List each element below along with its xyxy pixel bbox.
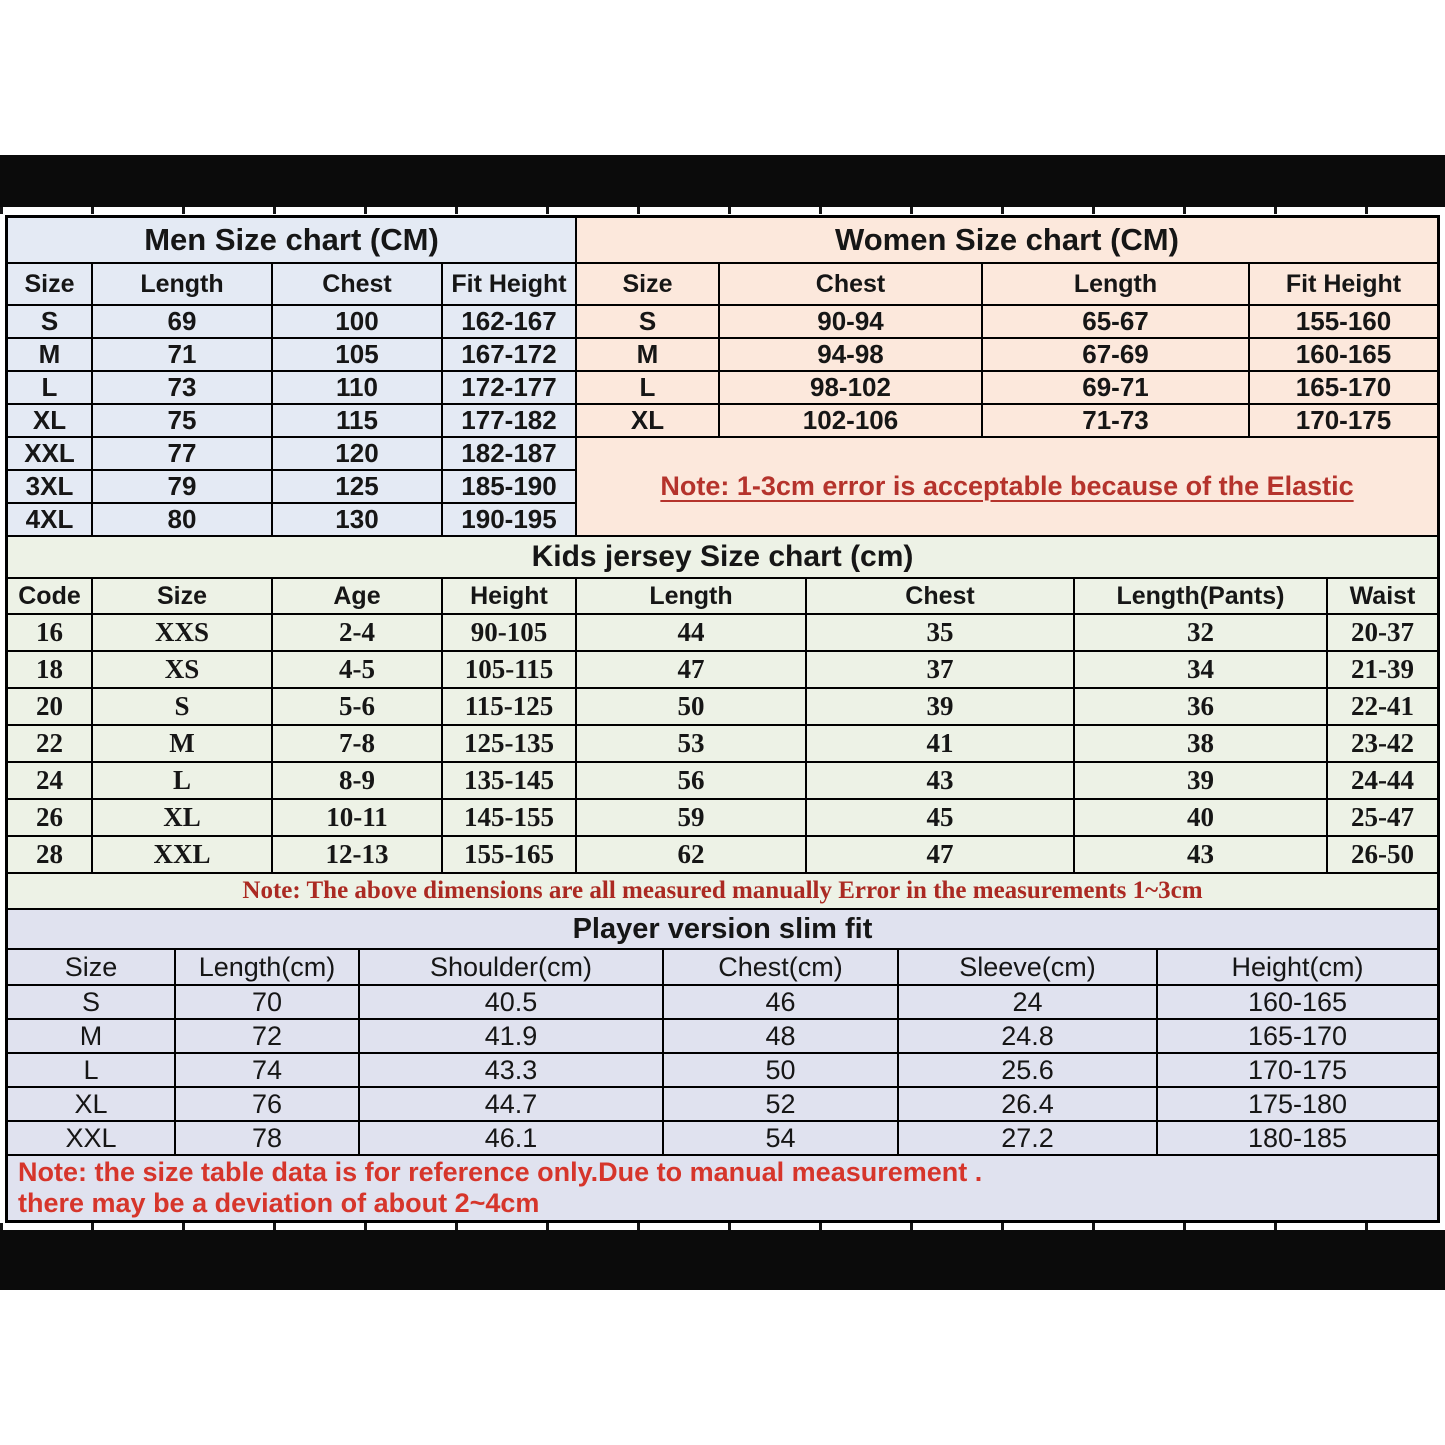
table-cell: 26 <box>8 800 91 835</box>
table-cell: 23-42 <box>1328 726 1437 761</box>
table-cell: 190-195 <box>443 504 575 535</box>
table-cell: 21-39 <box>1328 652 1437 687</box>
table-cell: 38 <box>1075 726 1326 761</box>
player-row <box>8 986 1437 1018</box>
table-cell: 102-106 <box>720 405 981 436</box>
women-note-cell <box>577 438 1437 535</box>
table-cell: 27.2 <box>899 1122 1156 1154</box>
table-cell: 71 <box>93 339 271 370</box>
women-row <box>577 405 1437 436</box>
table-cell: 43 <box>1075 837 1326 872</box>
table-cell: XXL <box>8 438 91 469</box>
column-header: Length <box>577 579 805 613</box>
men-row <box>8 504 575 535</box>
table-cell: 185-190 <box>443 471 575 502</box>
table-cell: 110 <box>273 372 441 403</box>
table-cell: 20-37 <box>1328 615 1437 650</box>
men-row <box>8 339 575 370</box>
table-row <box>8 405 1437 436</box>
table-cell: 10-11 <box>273 800 441 835</box>
column-header: Length <box>93 264 271 304</box>
table-cell: 69-71 <box>983 372 1248 403</box>
table-cell: 162-167 <box>443 306 575 337</box>
men-header <box>8 264 575 304</box>
player-header <box>8 950 1437 984</box>
kids-header <box>8 579 1437 613</box>
table-cell: 26-50 <box>1328 837 1437 872</box>
table-cell: 155-160 <box>1250 306 1437 337</box>
kids-row <box>8 726 1437 761</box>
column-header: Chest <box>807 579 1073 613</box>
women-row <box>577 339 1437 370</box>
women-row <box>577 306 1437 337</box>
men-extra-rows <box>8 438 575 535</box>
table-cell: 80 <box>93 504 271 535</box>
men-row <box>8 438 575 469</box>
table-cell: 90-105 <box>443 615 575 650</box>
table-cell: 76 <box>176 1088 358 1120</box>
top-black-bar <box>0 155 1445 207</box>
table-cell: XXS <box>93 615 271 650</box>
men-row <box>8 306 575 337</box>
kids-note-cell <box>8 874 1437 908</box>
table-cell: L <box>577 372 718 403</box>
grid-tick-strip-top <box>0 207 1445 214</box>
column-header: Size <box>93 579 271 613</box>
table-cell: 2-4 <box>273 615 441 650</box>
bottom-note-cell <box>8 1156 1437 1220</box>
table-cell: 26.4 <box>899 1088 1156 1120</box>
table-cell: 125-135 <box>443 726 575 761</box>
table-cell: 177-182 <box>443 405 575 436</box>
table-cell: 135-145 <box>443 763 575 798</box>
table-cell: XL <box>93 800 271 835</box>
table-row <box>8 306 1437 337</box>
table-cell: 44.7 <box>360 1088 662 1120</box>
column-header: Sleeve(cm) <box>899 950 1156 984</box>
column-header: Length <box>983 264 1248 304</box>
table-cell: 53 <box>577 726 805 761</box>
table-row <box>8 372 1437 403</box>
player-row <box>8 1122 1437 1154</box>
table-cell: 100 <box>273 306 441 337</box>
table-cell: 69 <box>93 306 271 337</box>
column-header: Size <box>8 950 174 984</box>
table-cell: S <box>8 306 91 337</box>
men-bottom-and-women-note <box>8 438 1437 535</box>
column-header: Chest <box>273 264 441 304</box>
table-cell: 115-125 <box>443 689 575 724</box>
table-cell: 145-155 <box>443 800 575 835</box>
table-cell: M <box>8 1020 174 1052</box>
table-cell: 175-180 <box>1158 1088 1437 1120</box>
table-row <box>8 339 1437 370</box>
kids-row <box>8 837 1437 872</box>
table-cell: XXL <box>8 1122 174 1154</box>
table-cell: L <box>8 372 91 403</box>
player-row <box>8 1054 1437 1086</box>
table-cell: 3XL <box>8 471 91 502</box>
column-header: Chest <box>720 264 981 304</box>
table-cell: XL <box>8 405 91 436</box>
table-cell: 94-98 <box>720 339 981 370</box>
table-cell: 46 <box>664 986 897 1018</box>
column-header: Age <box>273 579 441 613</box>
column-header: Length(cm) <box>176 950 358 984</box>
table-cell: 47 <box>807 837 1073 872</box>
table-cell: 182-187 <box>443 438 575 469</box>
table-cell: 67-69 <box>983 339 1248 370</box>
table-cell: 4XL <box>8 504 91 535</box>
table-cell: 41 <box>807 726 1073 761</box>
table-cell: 16 <box>8 615 91 650</box>
table-cell: 4-5 <box>273 652 441 687</box>
table-cell: 45 <box>807 800 1073 835</box>
table-cell: 28 <box>8 837 91 872</box>
table-cell: 59 <box>577 800 805 835</box>
table-cell: 71-73 <box>983 405 1248 436</box>
table-cell: 73 <box>93 372 271 403</box>
table-cell: XS <box>93 652 271 687</box>
table-cell: 72 <box>176 1020 358 1052</box>
column-header: Size <box>8 264 91 304</box>
kids-row <box>8 800 1437 835</box>
table-cell: 40 <box>1075 800 1326 835</box>
table-cell: 79 <box>93 471 271 502</box>
table-cell: 39 <box>807 689 1073 724</box>
table-cell: 43.3 <box>360 1054 662 1086</box>
table-cell: 36 <box>1075 689 1326 724</box>
kids-chart-title: Kids jersey Size chart (cm) <box>8 537 1437 577</box>
table-cell: M <box>93 726 271 761</box>
column-header: Waist <box>1328 579 1437 613</box>
table-cell: 77 <box>93 438 271 469</box>
kids-row <box>8 763 1437 798</box>
table-cell: 54 <box>664 1122 897 1154</box>
table-cell: 8-9 <box>273 763 441 798</box>
men-row <box>8 405 575 436</box>
column-header: Height(cm) <box>1158 950 1437 984</box>
table-cell: 70 <box>176 986 358 1018</box>
table-cell: 180-185 <box>1158 1122 1437 1154</box>
bottom-note-line1: Note: the size table data is for reference only.Due to manual measurement . <box>18 1157 983 1187</box>
column-header: Code <box>8 579 91 613</box>
women-chart-title: Women Size chart (CM) <box>577 218 1437 262</box>
bottom-note-line2: there may be a deviation of about 2~4cm <box>18 1188 540 1218</box>
table-cell: 41.9 <box>360 1020 662 1052</box>
column-header: Fit Height <box>1250 264 1437 304</box>
table-cell: 75 <box>93 405 271 436</box>
table-cell: XL <box>577 405 718 436</box>
table-cell: S <box>93 689 271 724</box>
table-cell: 48 <box>664 1020 897 1052</box>
table-cell: 25-47 <box>1328 800 1437 835</box>
table-cell: L <box>8 1054 174 1086</box>
size-tables <box>5 215 1440 1223</box>
column-header: Size <box>577 264 718 304</box>
table-cell: 22-41 <box>1328 689 1437 724</box>
column-header: Height <box>443 579 575 613</box>
table-cell: 46.1 <box>360 1122 662 1154</box>
table-cell: 165-170 <box>1158 1020 1437 1052</box>
table-cell: 130 <box>273 504 441 535</box>
table-cell: 20 <box>8 689 91 724</box>
men-chart-title: Men Size chart (CM) <box>8 218 575 262</box>
bottom-black-bar <box>0 1230 1445 1290</box>
table-cell: 44 <box>577 615 805 650</box>
women-row <box>577 372 1437 403</box>
table-cell: 5-6 <box>273 689 441 724</box>
table-cell: 56 <box>577 763 805 798</box>
table-cell: 22 <box>8 726 91 761</box>
women-note-text: Note: 1-3cm error is acceptable because of the Elastic <box>660 471 1354 501</box>
table-cell: L <box>93 763 271 798</box>
column-header: Chest(cm) <box>664 950 897 984</box>
table-cell: 40.5 <box>360 986 662 1018</box>
table-cell: 50 <box>577 689 805 724</box>
table-cell: 125 <box>273 471 441 502</box>
table-cell: M <box>577 339 718 370</box>
player-row <box>8 1088 1437 1120</box>
table-cell: 52 <box>664 1088 897 1120</box>
table-cell: 115 <box>273 405 441 436</box>
table-cell: 167-172 <box>443 339 575 370</box>
table-cell: XXL <box>93 837 271 872</box>
column-header: Shoulder(cm) <box>360 950 662 984</box>
table-cell: 78 <box>176 1122 358 1154</box>
table-cell: 98-102 <box>720 372 981 403</box>
men-row <box>8 471 575 502</box>
table-cell: XL <box>8 1088 174 1120</box>
table-cell: 24-44 <box>1328 763 1437 798</box>
table-cell: 43 <box>807 763 1073 798</box>
kids-row <box>8 689 1437 724</box>
table-cell: S <box>577 306 718 337</box>
table-cell: 35 <box>807 615 1073 650</box>
column-header: Fit Height <box>443 264 575 304</box>
table-cell: S <box>8 986 174 1018</box>
table-cell: 105 <box>273 339 441 370</box>
table-cell: 170-175 <box>1250 405 1437 436</box>
table-cell: M <box>8 339 91 370</box>
table-cell: 37 <box>807 652 1073 687</box>
table-cell: 25.6 <box>899 1054 1156 1086</box>
table-cell: 24 <box>8 763 91 798</box>
table-cell: 74 <box>176 1054 358 1086</box>
table-cell: 18 <box>8 652 91 687</box>
table-cell: 24.8 <box>899 1020 1156 1052</box>
table-cell: 47 <box>577 652 805 687</box>
table-cell: 90-94 <box>720 306 981 337</box>
table-cell: 155-165 <box>443 837 575 872</box>
table-cell: 7-8 <box>273 726 441 761</box>
table-cell: 39 <box>1075 763 1326 798</box>
table-cell: 172-177 <box>443 372 575 403</box>
women-header <box>577 264 1437 304</box>
kids-note-text: Note: The above dimensions are all measured manually Error in the measurements 1~3cm <box>242 877 1203 904</box>
table-cell: 32 <box>1075 615 1326 650</box>
table-cell: 160-165 <box>1158 986 1437 1018</box>
kids-row <box>8 615 1437 650</box>
men-row <box>8 372 575 403</box>
table-cell: 105-115 <box>443 652 575 687</box>
player-row <box>8 1020 1437 1052</box>
table-cell: 65-67 <box>983 306 1248 337</box>
column-header: Length(Pants) <box>1075 579 1326 613</box>
table-cell: 12-13 <box>273 837 441 872</box>
table-cell: 165-170 <box>1250 372 1437 403</box>
table-cell: 120 <box>273 438 441 469</box>
grid-tick-strip-bottom <box>0 1223 1445 1230</box>
table-cell: 160-165 <box>1250 339 1437 370</box>
men-women-header-row <box>8 264 1437 304</box>
player-chart-title: Player version slim fit <box>8 910 1437 948</box>
table-cell: 24 <box>899 986 1156 1018</box>
table-cell: 62 <box>577 837 805 872</box>
chart-title-row <box>8 218 1437 262</box>
table-cell: 170-175 <box>1158 1054 1437 1086</box>
kids-row <box>8 652 1437 687</box>
table-cell: 50 <box>664 1054 897 1086</box>
table-cell: 34 <box>1075 652 1326 687</box>
